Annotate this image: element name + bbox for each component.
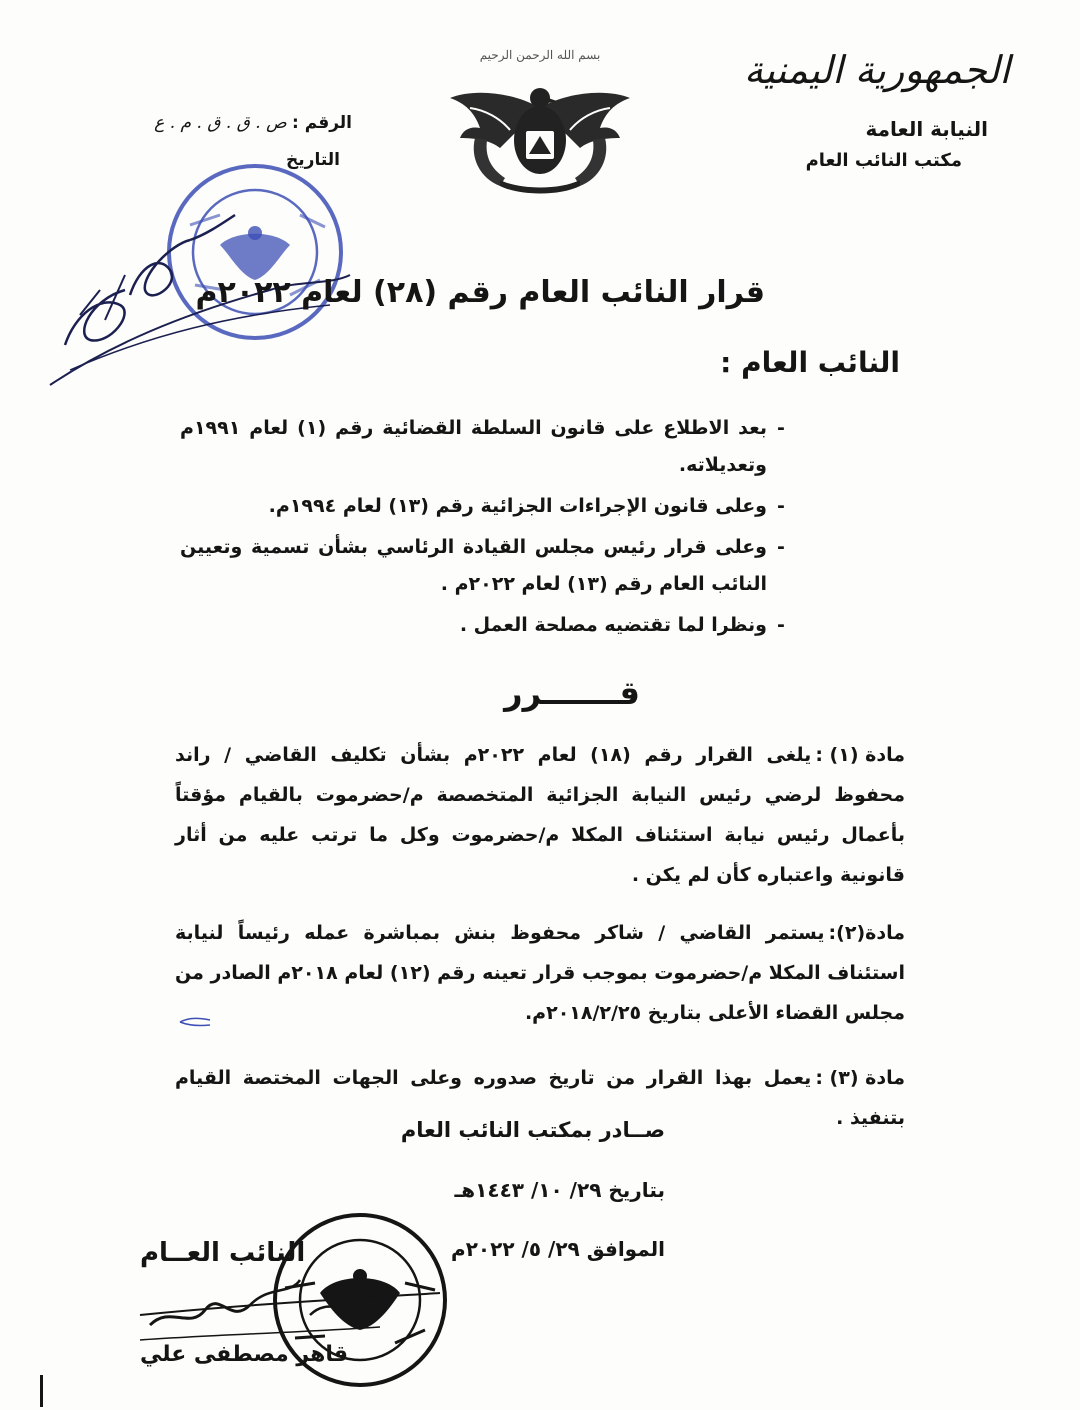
preamble-item: - ونظرا لما تقتضيه مصلحة العمل .	[459, 614, 785, 636]
pen-mark-icon	[175, 1012, 215, 1032]
issued-gregorian-date: الموافق ٢٩/ ٥/ ٢٠٢٢م	[451, 1237, 665, 1261]
yemen-eagle-emblem-icon	[445, 68, 635, 198]
article-2-label: مادة(٢):	[828, 922, 905, 944]
issued-hijri-date: بتاريخ ٢٩/ ١٠/ ١٤٤٣هـ	[454, 1178, 665, 1202]
attorney-general-office-label: مكتب النائب العام	[805, 150, 962, 171]
preamble-item: - بعد الاطلاع على قانون السلطة القضائية رقم (١) لعام ١٩٩١م وتعديلاته.	[180, 417, 785, 476]
decree-title: قرار النائب العام رقم (٢٨) لعام ٢٠٢٢م	[195, 275, 765, 310]
article-1-text: يلغى القرار رقم (١٨) لعام ٢٠٢٢م بشأن تكليف القاضي / راند محفوظ لرضي رئيس النيابة الجزائية المتخصصة م/حضرموت بالقيام مؤقتاً بأعمال رئيس نيابة استئناف المكلا م/حضرموت وكل ما ترتب عليه من أثار قانونية واعتباره كأن لم يكن .	[175, 744, 905, 886]
addressee-heading: النائب العام :	[720, 346, 900, 379]
reference-value: ص . ق . ق . م . ع	[154, 113, 287, 133]
article-1	[175, 735, 905, 895]
decision-heading: قـــــــرر	[504, 674, 640, 712]
signatory-name: قاهر مصطفى علي	[140, 1342, 349, 1367]
signature-scribble-bottom-icon	[130, 1265, 450, 1355]
reference-number	[154, 113, 352, 133]
preamble-list	[180, 410, 795, 648]
reference-label: الرقم :	[292, 113, 352, 133]
basmala: بسم الله الرحمن الرحيم	[479, 48, 601, 62]
republic-name: الجمهورية اليمنية	[743, 48, 1010, 92]
date-label: التاريخ	[286, 150, 340, 170]
preamble-item: - وعلى قانون الإجراءات الجزائية رقم (١٣) لعام ١٩٩٤م.	[268, 495, 785, 517]
issued-at-office: صــادر بمكتب النائب العام	[400, 1118, 665, 1142]
article-2-text: يستمر القاضي / شاكر محفوظ بنش بمباشرة عمله رئيساً لنيابة استئناف المكلا م/حضرموت بموجب قرار تعينه رقم (١٢) لعام ٢٠١٨م الصادر من مجلس القضاء الأعلى بتاريخ ٢٠١٨/٢/٢٥م.	[175, 922, 905, 1024]
article-2	[175, 913, 905, 1033]
margin-mark	[40, 1375, 43, 1407]
preamble-item: - وعلى قرار رئيس مجلس القيادة الرئاسي بشأن تسمية وتعيين النائب العام رقم (١٣) لعام ٢٠٢٢م .	[180, 536, 785, 595]
signatory-title: النائب العــام	[140, 1238, 306, 1268]
article-1-label: مادة (١) :	[815, 744, 905, 766]
public-prosecution-label: النيابة العامة	[865, 117, 988, 141]
article-3-text: يعمل بهذا القرار من تاريخ صدوره وعلى الجهات المختصة القيام بتنفيذ .	[175, 1067, 905, 1129]
article-3-label: مادة (٣) :	[815, 1067, 905, 1089]
